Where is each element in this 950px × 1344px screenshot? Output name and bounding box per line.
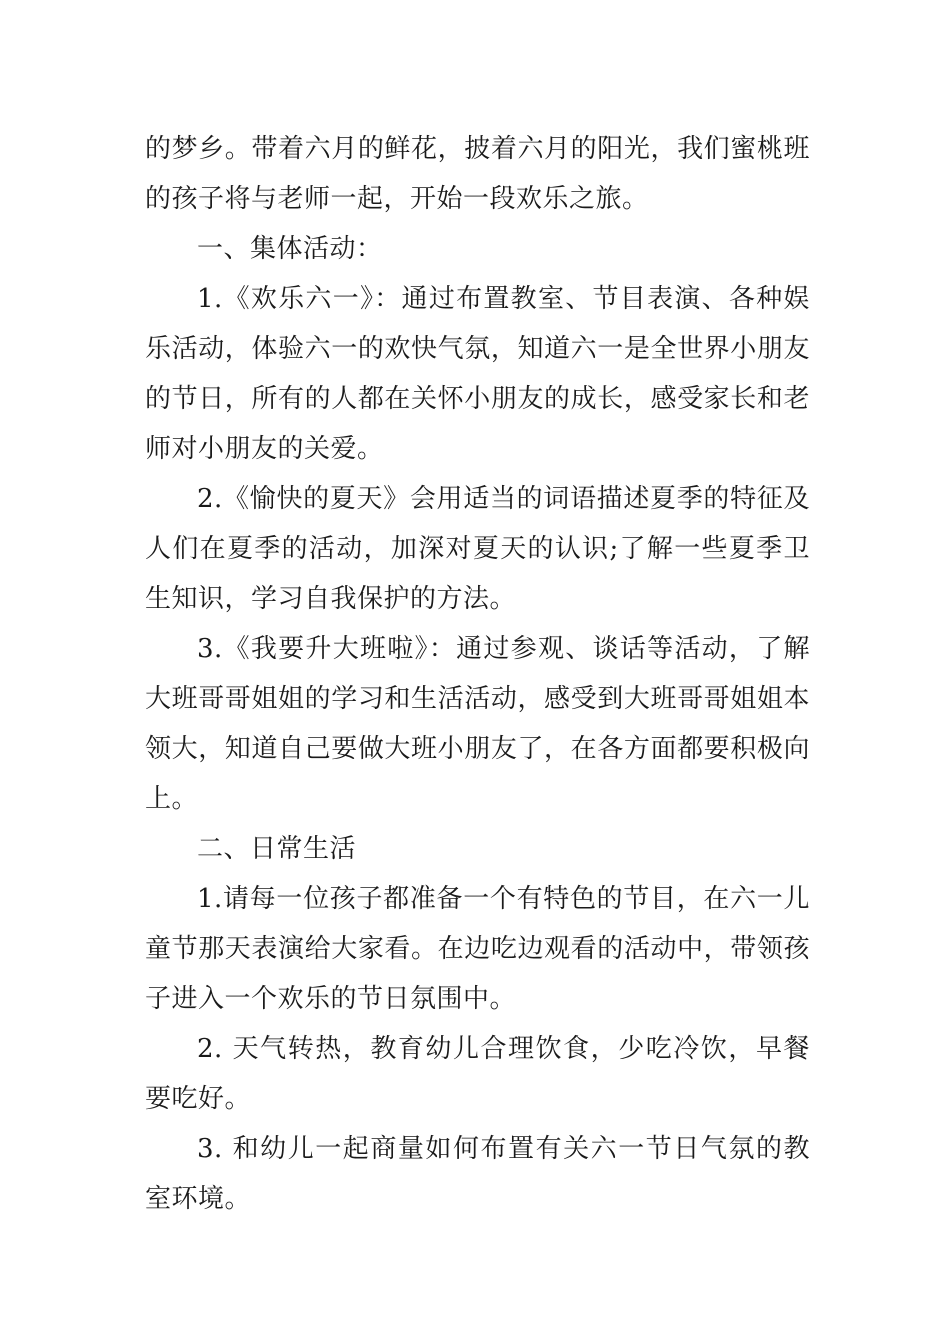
document-body [145, 124, 810, 1224]
paragraph: 1.《欢乐六一》：通过布置教室、节目表演、各种娱乐活动，体验六一的欢快气氛，知道六一是全世界小朋友的节日，所有的人都在关怀小朋友的成长，感受家长和老师对小朋友的关爱。 [145, 284, 810, 464]
paragraph: 3. 和幼儿一起商量如何布置有关六一节日气氛的教室环境。 [145, 1134, 810, 1214]
paragraph: 1.请每一位孩子都准备一个有特色的节目，在六一儿童节那天表演给大家看。在边吃边观看的活动中，带领孩子进入一个欢乐的节日氛围中。 [145, 884, 810, 1014]
section-heading: 一、集体活动： [197, 234, 383, 264]
paragraph: 2. 天气转热，教育幼儿合理饮食，少吃冷饮，早餐要吃好。 [145, 1034, 810, 1114]
section-heading: 二、日常生活 [197, 834, 357, 864]
paragraph: 3.《我要升大班啦》：通过参观、谈话等活动，了解大班哥哥姐姐的学习和生活活动，感受到大班哥哥姐姐本领大，知道自己要做大班小朋友了，在各方面都要积极向上。 [145, 634, 810, 814]
paragraph: 的梦乡。带着六月的鲜花，披着六月的阳光，我们蜜桃班的孩子将与老师一起，开始一段欢乐之旅。 [145, 134, 810, 214]
paragraph: 2.《愉快的夏天》会用适当的词语描述夏季的特征及人们在夏季的活动，加深对夏天的认识;了解一些夏季卫生知识，学习自我保护的方法。 [145, 484, 810, 614]
